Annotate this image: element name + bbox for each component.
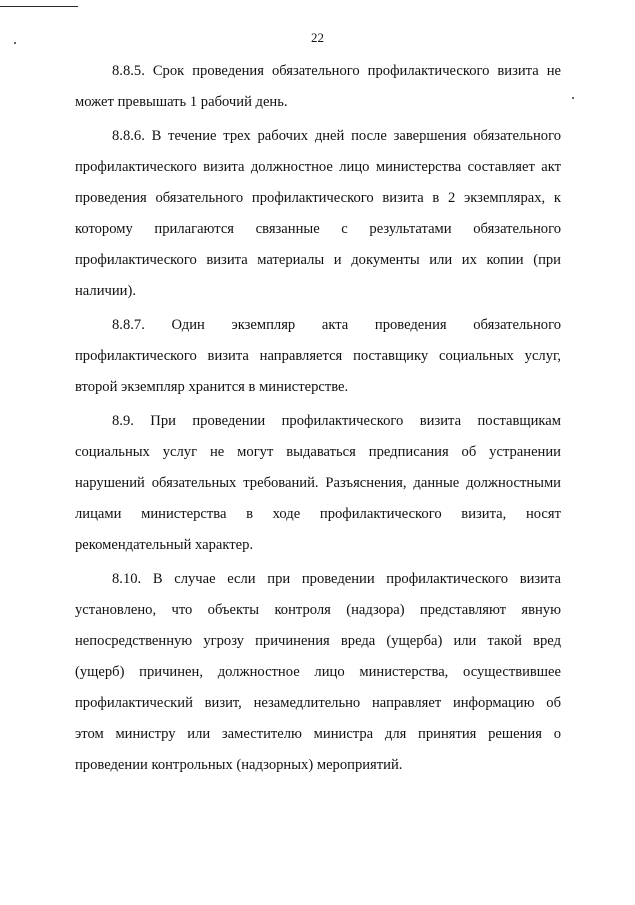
paragraph-line: проведения обязательного профилактического визита в 2 экземплярах, к (75, 190, 561, 206)
paragraph-line: нарушений обязательных требований. Разъяснения, данные должностными (75, 475, 561, 491)
paragraph-line: 8.9. При проведении профилактического визита поставщикам (112, 413, 561, 429)
paragraph-line: 8.8.7. Один экземпляр акта проведения обязательного (112, 317, 561, 333)
paragraph-line: наличии). (75, 283, 136, 299)
paragraph-line: второй экземпляр хранится в министерстве. (75, 379, 349, 395)
paragraph-line: профилактического визита должностное лицо министерства составляет акт (75, 159, 561, 175)
paragraph-8-9 (75, 406, 561, 561)
paragraph-line: непосредственную угрозу причинения вреда (ущерба) или такой вред (75, 633, 561, 649)
paragraph-line: установлено, что объекты контроля (надзора) представляют явную (75, 602, 561, 618)
paragraph-line: 8.10. В случае если при проведении профилактического визита (112, 571, 561, 587)
paragraph-8-8-7 (75, 310, 561, 403)
paragraph-8-10 (75, 564, 561, 781)
paragraph-8-8-6 (75, 121, 561, 307)
paragraph-line: 8.8.6. В течение трех рабочих дней после завершения обязательного (112, 128, 561, 144)
scan-speck (572, 97, 574, 99)
paragraph-line: которому прилагаются связанные с результатами обязательного (75, 221, 561, 237)
paragraph-line: рекомендательный характер. (75, 537, 254, 553)
paragraph-line: профилактического визита материалы и документы или их копии (при (75, 252, 561, 268)
page-number: 22 (311, 30, 324, 45)
paragraph-line: проведении контрольных (надзорных) мероприятий. (75, 757, 403, 773)
paragraph-line: социальных услуг не могут выдаваться предписания об устранении (75, 444, 561, 460)
paragraph-line: может превышать 1 рабочий день. (75, 94, 288, 110)
paragraph-line: профилактического визита направляется поставщику социальных услуг, (75, 348, 561, 364)
paragraph-line: этом министру или заместителю министра для принятия решения о (75, 726, 561, 742)
paragraph-line: 8.8.5. Срок проведения обязательного профилактического визита не (112, 63, 561, 79)
document-body (75, 56, 561, 784)
paragraph-line: (ущерб) причинен, должностное лицо министерства, осуществившее (75, 664, 561, 680)
paragraph-line: лицами министерства в ходе профилактического визита, носят (75, 506, 561, 522)
paragraph-line: профилактический визит, незамедлительно направляет информацию об (75, 695, 561, 711)
scan-artifact-line (0, 6, 78, 7)
paragraph-8-8-5 (75, 56, 561, 118)
